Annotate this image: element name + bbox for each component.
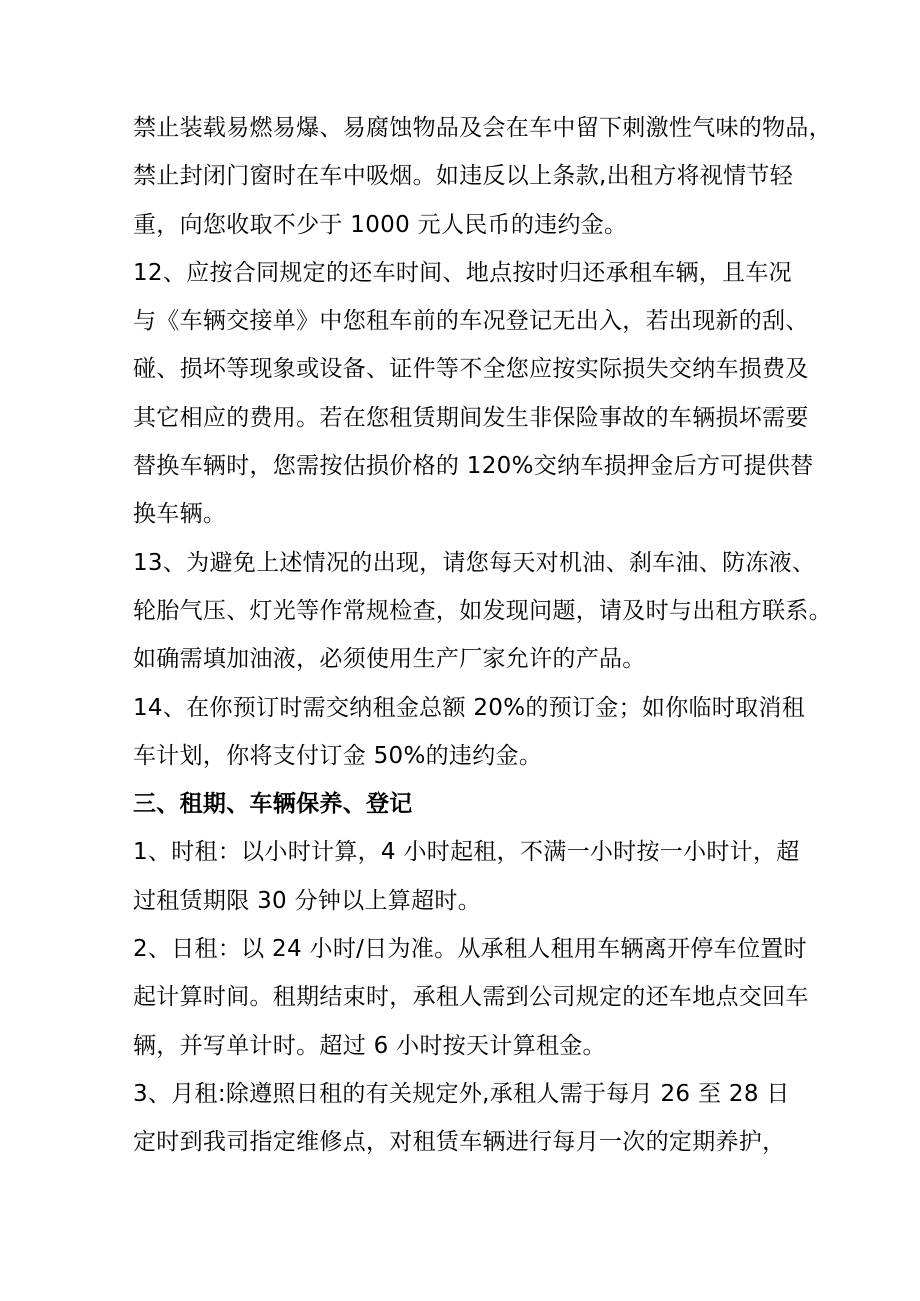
text-line: 其它相应的费用。若在您租赁期间发生非保险事故的车辆损坏需要 [133,404,809,431]
text-line: 换车辆。 [133,501,227,528]
text-line: 2、日租：以 24 小时/日为准。从承租人租用车辆离开停车位置时 [133,936,807,963]
text-line: 3、月租:除遵照日租的有关规定外,承租人需于每月 26 至 28 日 [133,1080,790,1107]
text-line: 车计划，你将支付订金 50%的违约金。 [133,742,543,769]
text-line: 重，向您收取不少于 1000 元人民币的违约金。 [133,211,628,238]
text-line: 起计算时间。租期结束时，承租人需到公司规定的还车地点交回车 [133,984,809,1011]
text-line: 如确需填加油液，必须使用生产厂家允许的产品。 [133,646,646,673]
text-line: 禁止装载易燃易爆、易腐蚀物品及会在车中留下刺激性气味的物品， [133,115,832,141]
text-line: 与《车辆交接单》中您租车前的车况登记无出入，若出现新的刮、 [133,308,809,335]
text-line: 禁止封闭门窗时在车中吸烟。如违反以上条款,出租方将视情节轻 [133,163,794,190]
text-line: 1、时租：以小时计算，4 小时起租，不满一小时按一小时计，超 [133,839,800,866]
text-line: 12、应按合同规定的还车时间、地点按时归还承租车辆，且车况 [133,259,792,286]
text-line: 碰、损坏等现象或设备、证件等不全您应按实际损失交纳车损费及 [133,356,809,383]
text-line: 辆，并写单计时。超过 6 小时按天计算租金。 [133,1032,606,1059]
text-line: 替换车辆时，您需按估损价格的 120%交纳车损押金后方可提供替 [133,453,814,480]
document-body [133,104,833,1167]
text-line: 13、为避免上述情况的出现，请您每天对机油、刹车油、防冻液、 [133,549,816,576]
text-line: 过租赁期限 30 分钟以上算超时。 [133,887,481,914]
section-heading: 三、租期、车辆保养、登记 [133,791,413,818]
text-line: 轮胎气压、灯光等作常规检查，如发现问题，请及时与出租方联系。 [133,597,832,624]
text-line: 14、在你预订时需交纳租金总额 20%的预订金；如你临时取消租 [133,694,805,721]
text-line: 定时到我司指定维修点，对租赁车辆进行每月一次的定期养护， [133,1129,786,1156]
